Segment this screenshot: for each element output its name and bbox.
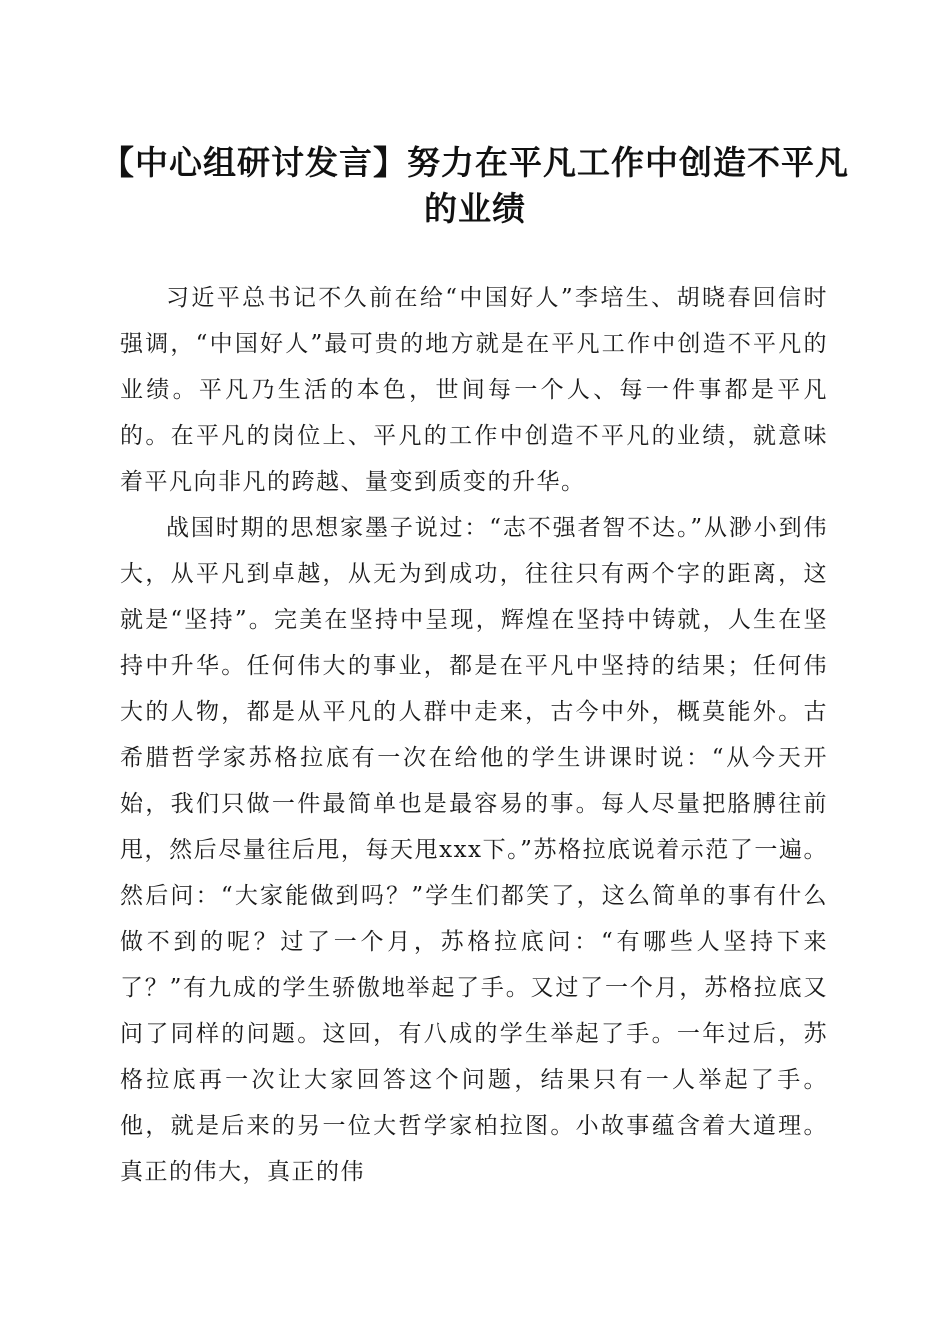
paragraph-1: 习近平总书记不久前在给“中国好人”李培生、胡晓春回信时强调，“中国好人”最可贵的地方就是在平凡工作中创造不平凡的业绩。平凡乃生活的本色，世间每一个人、每一件事都是平凡的。在平凡的岗位上、平凡的工作中创造不平凡的业绩，就意味着平凡向非凡的跨越、量变到质变的升华。 [120, 285, 828, 495]
document-body [120, 275, 828, 1195]
document-title: 【中心组研讨发言】努力在平凡工作中创造不平凡的业绩 [101, 143, 849, 228]
paragraph-2: 战国时期的思想家墨子说过：“志不强者智不达。”从渺小到伟大，从平凡到卓越，从无为到成功，往往只有两个字的距离，这就是“坚持”。完美在坚持中呈现，辉煌在坚持中铸就，人生在坚持中升华。任何伟大的事业，都是在平凡中坚持的结果；任何伟大的人物，都是从平凡的人群中走来，古今中外，概莫能外。古希腊哲学家苏格拉底有一次在给他的学生讲课时说：“从今天开始，我们只做一件最简单也是最容易的事。每人尽量把胳膊往前甩，然后尽量往后甩，每天甩xxx下。”苏格拉底说着示范了一遍。然后问：“大家能做到吗？”学生们都笑了，这么简单的事有什么做不到的呢？过了一个月，苏格拉底问：“有哪些人坚持下来了？”有九成的学生骄傲地举起了手。又过了一个月，苏格拉底又问了同样的问题。这回，有八成的学生举起了手。一年过后，苏格拉底再一次让大家回答这个问题，结果只有一人举起了手。他，就是后来的另一位大哲学家柏拉图。小故事蕴含着大道理。真正的伟大，真正的伟 [120, 515, 828, 1185]
